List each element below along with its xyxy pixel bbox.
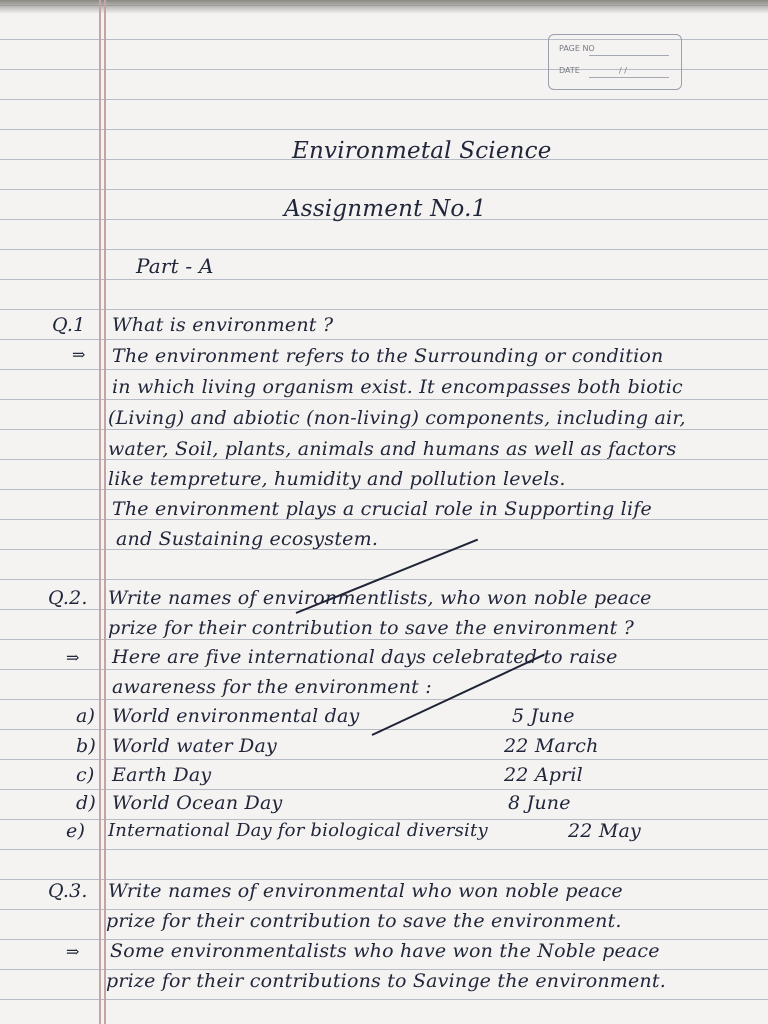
day-date: 22 April [504, 764, 583, 786]
q1-answer-line: and Sustaining ecosystem. [116, 528, 379, 550]
q3-number: Q.3. [48, 880, 88, 902]
margin-line-left [99, 0, 101, 1024]
q2-question-line: Write names of environmentlists, who won noble peace [108, 587, 652, 609]
date-label: DATE [559, 66, 580, 75]
q1-answer-line: The environment plays a crucial role in Supporting life [112, 498, 652, 520]
q1-answer-line: water, Soil, plants, animals and humans as well as factors [108, 438, 677, 460]
q3-answer-arrow: ⇒ [66, 942, 80, 961]
q1-question: What is environment ? [112, 314, 334, 336]
margin-line-right [104, 0, 106, 1024]
day-name: Earth Day [112, 764, 212, 786]
q1-answer-line: (Living) and abiotic (non-living) components, including air, [108, 407, 686, 429]
part-heading: Part - A [136, 254, 214, 278]
date-value: / / [619, 66, 627, 75]
page-no-label: PAGE NO [559, 44, 595, 53]
assignment-title: Assignment No.1 [284, 196, 487, 222]
q3-answer-line: Some environmentalists who have won the Noble peace [110, 940, 660, 962]
day-name: International Day for biological diversity [108, 820, 488, 841]
page-title: Environmetal Science [292, 138, 552, 164]
page-date-box [548, 34, 682, 90]
list-marker: c) [76, 764, 95, 786]
q2-answer-arrow: ⇒ [66, 648, 80, 667]
q1-answer-arrow: ⇒ [72, 345, 86, 364]
q1-answer-line: The environment refers to the Surrounding or condition [112, 345, 664, 367]
page-no-rule [589, 55, 669, 56]
list-marker: a) [76, 705, 96, 727]
list-marker: b) [76, 735, 96, 757]
q2-number: Q.2. [48, 587, 88, 609]
q2-answer-line: Here are five international days celebrated to raise [112, 646, 618, 668]
day-date: 5 June [512, 705, 575, 727]
q1-answer-line: in which living organism exist. It encompasses both biotic [112, 376, 683, 398]
day-date: 22 March [504, 735, 599, 757]
date-rule [589, 77, 669, 78]
q2-question-line: prize for their contribution to save the environment ? [108, 617, 635, 639]
day-name: World water Day [112, 735, 277, 757]
list-marker: d) [76, 792, 96, 814]
q3-question-line: Write names of environmental who won noble peace [108, 880, 623, 902]
q3-question-line: prize for their contribution to save the environment. [106, 910, 622, 932]
q3-answer-line: prize for their contributions to Savinge the environment. [106, 970, 666, 992]
list-marker: e) [66, 820, 86, 842]
page-top-edge [0, 0, 768, 14]
day-name: World environmental day [112, 705, 360, 727]
day-name: World Ocean Day [112, 792, 283, 814]
day-date: 22 May [568, 820, 641, 842]
q1-number: Q.1 [52, 314, 86, 336]
day-date: 8 June [508, 792, 571, 814]
q2-answer-line: awareness for the environment : [112, 676, 432, 698]
q1-answer-line: like tempreture, humidity and pollution levels. [108, 468, 566, 490]
